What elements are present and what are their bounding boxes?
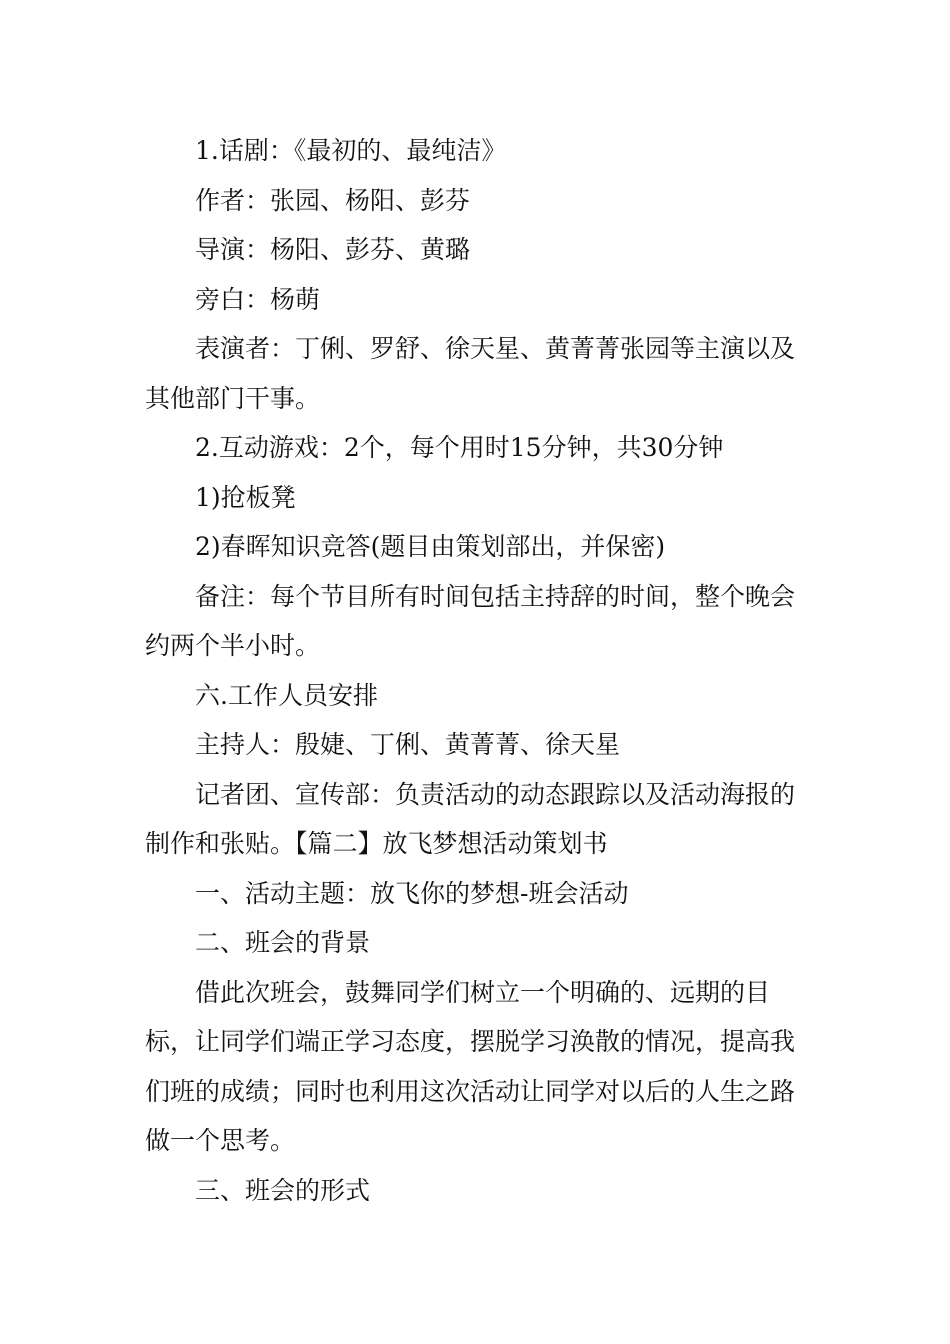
paragraph-game-1: 1)抢板凳 bbox=[195, 482, 296, 512]
paragraph-note: 备注：每个节目所有时间包括主持辞的时间，整个晚会约两个半小时。 bbox=[145, 581, 796, 660]
document-body bbox=[145, 126, 807, 1215]
paragraph-staff-heading: 六.工作人员安排 bbox=[195, 680, 378, 710]
paragraph-background-body: 借此次班会，鼓舞同学们树立一个明确的、远期的目标，让同学们端正学习态度，摆脱学习涣散的情况，提高我们班的成绩；同时也利用这次活动让同学对以后的人生之路做一个思考。 bbox=[145, 977, 796, 1155]
paragraph-format-heading: 三、班会的形式 bbox=[195, 1175, 371, 1205]
paragraph-interactive-games: 2.互动游戏：2个，每个用时15分钟，共30分钟 bbox=[195, 433, 724, 462]
paragraph-drama-title: 1.话剧：《最初的、最纯洁》 bbox=[195, 136, 507, 165]
paragraph-game-2: 2)春晖知识竞答(题目由策划部出，并保密) bbox=[195, 532, 666, 561]
paragraph-narrator: 旁白：杨萌 bbox=[195, 284, 321, 314]
paragraph-directors: 导演：杨阳、彭芬、黄璐 bbox=[195, 235, 471, 264]
paragraph-hosts: 主持人：殷婕、丁俐、黄菁菁、徐天星 bbox=[195, 730, 621, 759]
paragraph-press-team: 记者团、宣传部：负责活动的动态跟踪以及活动海报的制作和张贴。【篇二】放飞梦想活动策划书 bbox=[145, 779, 796, 858]
paragraph-background-heading: 二、班会的背景 bbox=[195, 928, 371, 957]
paragraph-performers: 表演者：丁俐、罗舒、徐天星、黄菁菁张园等主演以及其他部门干事。 bbox=[145, 334, 796, 413]
paragraph-activity-theme: 一、活动主题：放飞你的梦想-班会活动 bbox=[195, 878, 629, 908]
paragraph-authors: 作者：张园、杨阳、彭芬 bbox=[195, 185, 471, 215]
